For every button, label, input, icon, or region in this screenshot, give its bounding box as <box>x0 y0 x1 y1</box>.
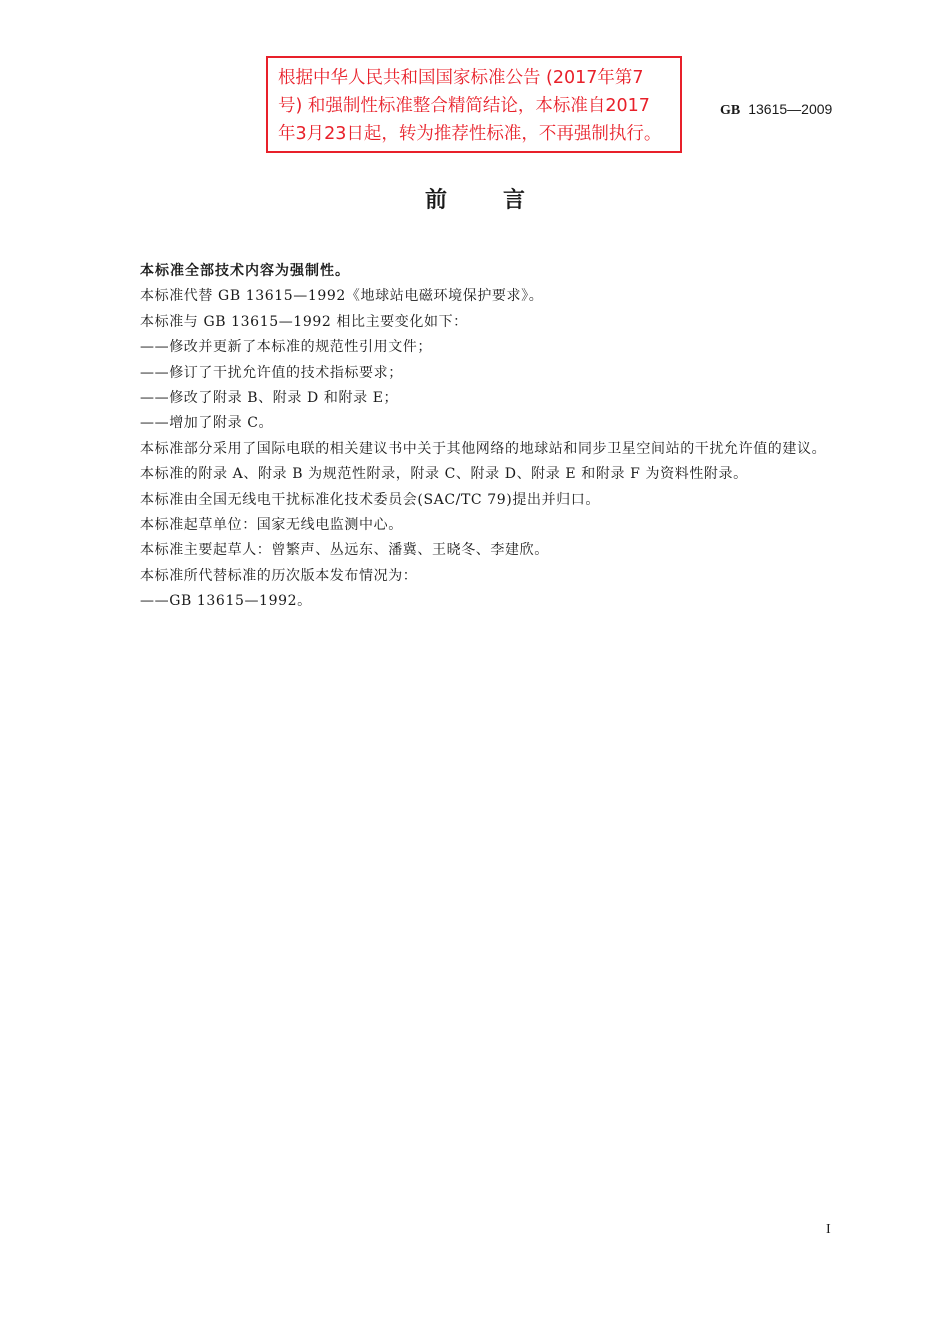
change-item-1: ——修改并更新了本标准的规范性引用文件； <box>140 339 432 356</box>
foreword-body <box>108 259 846 615</box>
paragraph-drafting-unit: 本标准起草单位：国家无线电监测中心。 <box>140 517 403 534</box>
notice-line-1: 根据中华人民共和国国家标准公告 (2017年第7 <box>278 68 644 88</box>
paragraph-changes-intro: 本标准与 GB 13615—1992 相比主要变化如下： <box>140 313 468 330</box>
paragraph-proposer: 本标准由全国无线电干扰标准化技术委员会(SAC/TC 79)提出并归口。 <box>140 491 600 508</box>
standard-number: 13615—2009 <box>748 101 833 117</box>
title-char-2: 言 <box>503 188 526 213</box>
standard-code <box>720 101 832 119</box>
title-char-1: 前 <box>424 188 447 213</box>
paragraph-drafters: 本标准主要起草人：曾繁声、丛远东、潘冀、王晓冬、李建欣。 <box>140 542 549 559</box>
notice-line-2: 号) 和强制性标准整合精简结论，本标准自2017 <box>278 96 650 116</box>
mandatory-status-notice <box>266 56 682 153</box>
paragraph-replaces: 本标准代替 GB 13615—1992《地球站电磁环境保护要求》。 <box>140 288 544 305</box>
paragraph-mandatory: 本标准全部技术内容为强制性。 <box>140 263 350 279</box>
standard-prefix: GB <box>720 103 741 118</box>
page-title <box>0 183 950 214</box>
change-item-3: ——修改了附录 B、附录 D 和附录 E； <box>140 390 399 407</box>
notice-line-3: 年3月23日起，转为推荐性标准，不再强制执行。 <box>278 124 662 144</box>
change-item-4: ——增加了附录 C。 <box>140 415 274 432</box>
paragraph-history-intro: 本标准所代替标准的历次版本发布情况为： <box>140 567 418 584</box>
paragraph-annexes: 本标准的附录 A、附录 B 为规范性附录，附录 C、附录 D、附录 E 和附录 F 为资料性附录。 <box>140 466 748 483</box>
change-item-2: ——修订了干扰允许值的技术指标要求； <box>140 364 403 381</box>
paragraph-itu-adoption: 本标准部分采用了国际电联的相关建议书中关于其他网络的地球站和同步卫星空间站的干扰允许值的建议。 <box>140 440 827 457</box>
page-number: I <box>826 1222 831 1237</box>
history-item-1: ——GB 13615—1992。 <box>140 593 312 610</box>
